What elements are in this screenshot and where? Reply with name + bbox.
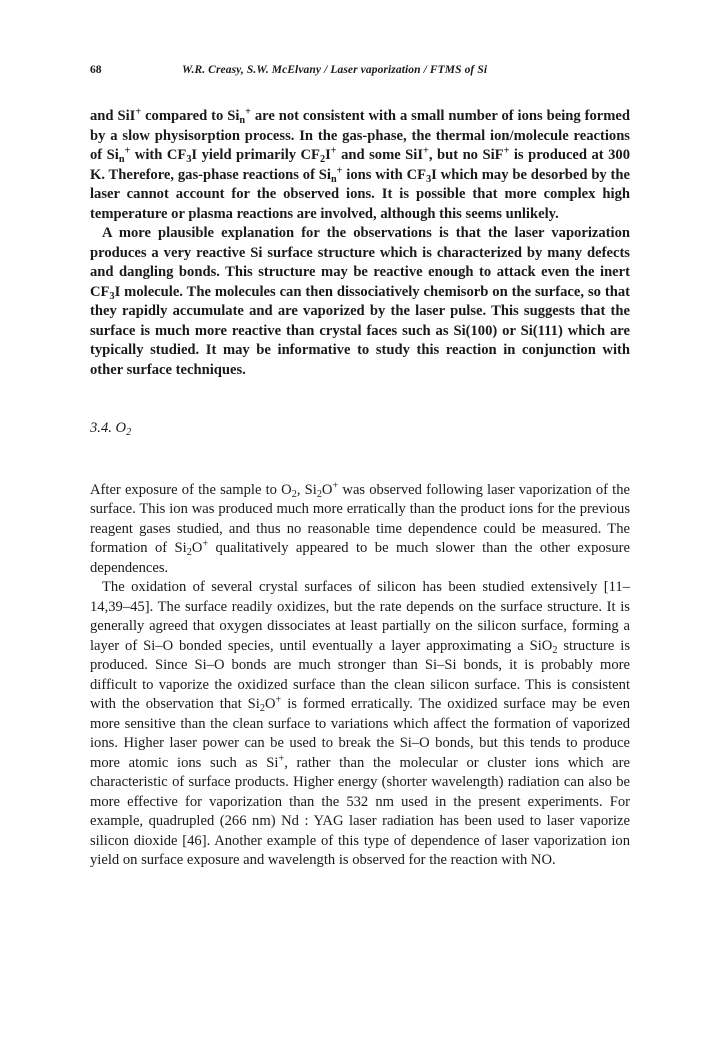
bold-text-block <box>90 107 630 380</box>
running-head <box>90 64 630 84</box>
running-title: W.R. Creasy, S.W. McElvany / Laser vaporization / FTMS of Si <box>182 64 488 76</box>
paragraph-3: After exposure of the sample to $O_2$, $Si_2O^+$ was observed following laser vaporization of the surface. This ion was produced much more erratically than the product ions for the previous reagent gases studied, and thus no reasonable time dependence could be measured. The formation of $Si_2O^+$ qualitatively appeared to be much slower than the other exposure dependences. <box>90 479 631 576</box>
regular-text-block <box>90 481 630 871</box>
paragraph-2: A more plausible explanation for the observations is that the laser vaporization produces a very reactive Si surface structure which is characterized by many defects and dangling bonds. This structure may be reactive enough to attack even the inert $CF_3I$ molecule. The molecules can then dissociatively chemisorb on the surface, so that they rapidly accumulate and are vaporized by the laser pulse. This suggests that the surface is much more reactive than crystal faces such as Si(100) or Si(111) which are typically studied. It may be informative to study this reaction in conjunction with other surface techniques. <box>90 225 630 378</box>
paragraph-4: The oxidation of several crystal surfaces of silicon has been studied extensively [11–14,39–45]. The surface readily oxidizes, but the rate depends on the surface structure. It is generally agreed that oxygen dissociates at least partially on the silicon surface, forming a layer of Si–O bonded species, until eventually a layer approximating a SiO$_2$ structure is produced. Since Si–O bonds are much stronger than Si–Si bonds, it is probably more difficult to vaporize the oxidized surface than the clean silicon surface. This is consistent with the observation that $Si_2O^+$ is formed erratically. The oxidized surface may be even more sensitive than the clean surface to variations which affect the formation of vaporized ions. Higher laser power can be used to break the Si–O bonds, but this tends to produce more atomic ions such as Si+, rather than the molecular or cluster ions which are characteristic of surface products. Higher energy (shorter wavelength) radiation can also be more effective for vaporization than the 532 nm used in the present experiments. For example, quadrupled (266 nm) Nd : YAG laser radiation has been used to laser vaporize silicon dioxide [46]. Another example of this type of dependence of laser vaporization ion yield on surface exposure and wavelength is observed for the reaction with NO. <box>90 579 631 868</box>
paragraph-1: and SiI+ compared to $Si_n^+$ are not consistent with a small number of ions being formed by a slow physisorption process. In the gas-phase, the thermal ion/molecule reactions of $Si_n^+$ with $CF_3I$ yield primarily $CF_2I^+$ and some SiI+, but no SiF+ is produced at 300 K. Therefore, gas-phase reactions of $Si_n^+$ ions with $CF_3I$ which may be desorbed by the laser cannot account for the observed ions. It is possible that more complex high temperature or plasma reactions are involved, although this seems unlikely. <box>90 106 631 222</box>
page-number: 68 <box>90 64 102 76</box>
section-heading: 3.4. $O_2$ <box>90 420 132 439</box>
page <box>90 64 630 871</box>
